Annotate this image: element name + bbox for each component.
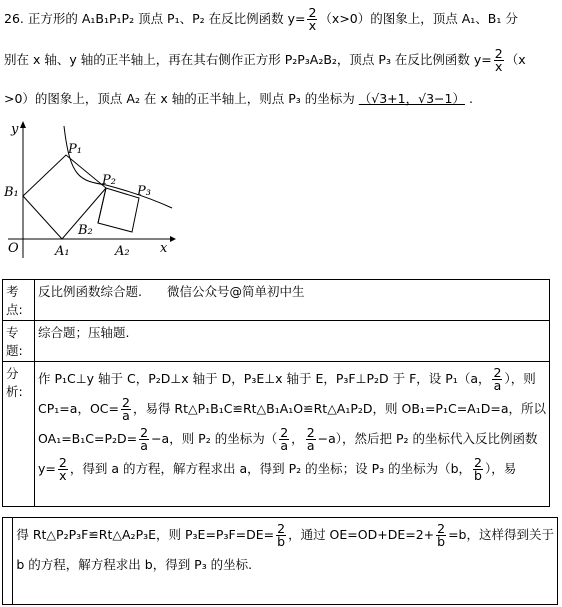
analysis-table: [2, 279, 550, 507]
analysis-line-1: 作 P₁C⊥y 轴于 C，P₂D⊥x 轴于 D，P₃E⊥x 轴于 E，P₃F⊥P₂D 于 F，设 P₁（a， $\frac{2}{a}$ ），则: [38, 365, 536, 393]
problem-text-1b: （x>0）的图象上，顶点 A₁、B₁ 分: [319, 11, 518, 26]
label-kaodian: 考点:: [3, 280, 35, 321]
problem-line-2: [4, 48, 526, 73]
label-zhuanti: 专题:: [3, 321, 35, 362]
problem-text-2a: 别在 x 轴、y 轴的正半轴上，再在其右侧作正方形 P₂P₃A₂B₂，顶点 P₃ 在反比例函数 y=: [4, 52, 492, 67]
fraction-2-over-x: $\frac{2}{x}$: [494, 46, 503, 74]
label-a2: A₂: [115, 244, 130, 259]
fraction-2-over-x: $\frac{2}{x}$: [308, 5, 317, 33]
analysis-continuation-table: [2, 517, 558, 605]
label-x: x: [160, 241, 168, 256]
continuation-spacer: [3, 518, 13, 605]
y-axis-arrow: [20, 121, 26, 128]
text-continuation: [13, 518, 558, 605]
label-y: y: [11, 122, 19, 137]
analysis-line-2: CP₁=a，OC= $\frac{2}{a}$ ，易得 Rt△P₁B₁C≌Rt△B₁A₁O≌Rt△A₁P₂D，则 OB₁=P₁C=A₁D=a，所以: [38, 395, 546, 423]
label-b1: B₁: [4, 185, 19, 200]
geometry-figure: [0, 118, 190, 263]
label-p3: P₃: [137, 184, 151, 199]
label-b2: B₂: [78, 223, 93, 238]
problem-text-2b: （x: [505, 52, 526, 67]
label-fenxi: 分析:: [3, 362, 35, 507]
problem-line-1: [4, 7, 518, 32]
row-kaodian: [3, 280, 550, 321]
text-zhuanti: 综合题；压轴题.: [35, 321, 550, 362]
label-a1: A₁: [55, 244, 70, 259]
text-fenxi: [35, 362, 550, 507]
label-p2: P₂: [102, 173, 116, 188]
problem-text-3a: >0）的图象上，顶点 A₂ 在 x 轴的正半轴上，则点 P₃ 的坐标为: [4, 91, 355, 106]
text-kaodian: 反比例函数综合题. 微信公众号@简单初中生: [35, 280, 550, 321]
problem-number: 26.: [4, 11, 24, 26]
row-zhuanti: [3, 321, 550, 362]
label-p1: P₁: [68, 142, 82, 157]
label-o: O: [8, 241, 19, 256]
problem-end: .: [468, 91, 473, 106]
analysis-line-4: y= $\frac{2}{x}$ ，得到 a 的方程，解方程求出 a，得到 P₂ 的坐标；设 P₃ 的坐标为（b， $\frac{2}{b}$ ），易: [38, 455, 517, 483]
continuation-line-1: 得 Rt△P₂P₃F≌Rt△A₂P₃E，则 P₃E=P₃F=DE= $\frac{2}{b}$ ，通过 OE=OD+DE=2+ $\frac{2}{b}$ =b，这样得到关于: [16, 521, 554, 549]
analysis-line-3: OA₁=B₁C=P₂D= $\frac{2}{a}$ −a，则 P₂ 的坐标为（ $\frac{2}{a}$ ， $\frac{2}{a}$ −a），然后把 P₂ 的坐标代入反比例函数: [38, 425, 538, 453]
answer: （√3+1，√3−1）: [358, 91, 465, 106]
x-axis-arrow: [170, 236, 176, 242]
row-continuation: [3, 518, 558, 605]
row-fenxi: [3, 362, 550, 507]
problem-line-3: [4, 90, 473, 108]
problem-text-1a: 正方形的 A₁B₁P₁P₂ 顶点 P₁、P₂ 在反比例函数 y=: [27, 11, 306, 26]
continuation-line-2: b 的方程，解方程求出 b，得到 P₃ 的坐标.: [16, 557, 253, 572]
square-a1b1p1p2: [23, 155, 106, 239]
